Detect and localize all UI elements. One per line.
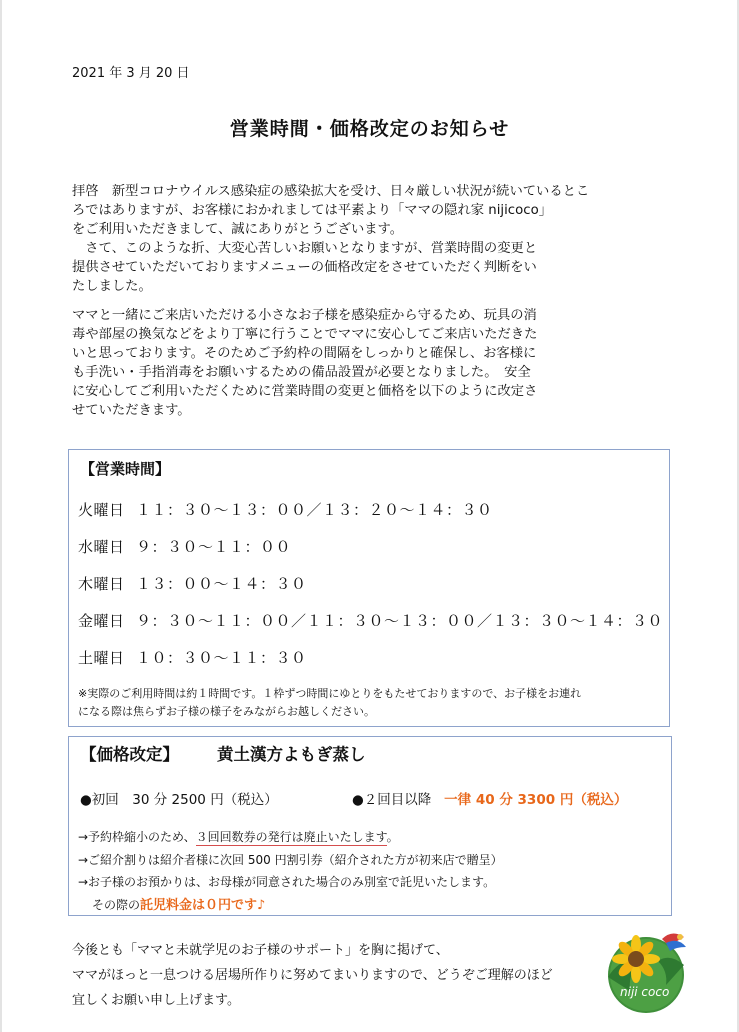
hours-note: ※実際のご利用時間は約１時間です。１枠ずつ時間にゆとりをもたせておりますので、お子様をお連れ xyxy=(78,687,582,700)
hours-day: 金曜日 xyxy=(78,612,125,630)
pricing-rule: →ご紹介割りは紹介者様に次回 500 円割引券（紹介された方が初来店で贈呈） xyxy=(78,853,503,867)
rule-text: 。 xyxy=(386,830,399,844)
hours-row xyxy=(78,499,493,520)
menu-name: 黄土漢方よもぎ蒸し xyxy=(217,745,366,764)
hours-row xyxy=(78,647,307,668)
hours-day: 土曜日 xyxy=(78,649,125,667)
text-line: たしました。 xyxy=(72,279,152,294)
text-line: に安心してご利用いただくために営業時間の変更と価格を以下のように改定さ xyxy=(72,384,538,399)
hours-time: ９：３０～１１：００／１１：３０～１３：００／１３：３０～１４：３０ xyxy=(136,612,664,630)
text-line: ママがほっと一息つける居場所作りに努めてまいりますので、どうぞご理解のほど xyxy=(72,968,553,983)
closing-paragraph xyxy=(72,938,553,1013)
hours-note: になる際は焦らずお子様の様子をみながらお越しください。 xyxy=(78,705,375,718)
hours-time: １１：３０～１３：００／１３：２０～１４：３０ xyxy=(136,501,493,519)
pricing-heading xyxy=(80,741,366,765)
document-date: 2021 年 3 月 20 日 xyxy=(72,66,190,81)
rule-emphasis: 託児料金は０円です♪ xyxy=(140,898,266,913)
hours-time: １３：００～１４：３０ xyxy=(136,575,307,593)
repeat-price: 一律 40 分 3300 円（税込） xyxy=(444,792,628,808)
greeting-paragraph xyxy=(72,182,589,296)
page-edge-left xyxy=(0,0,2,1032)
nijicoco-logo xyxy=(600,925,692,1017)
text-line: 今後とも「ママと未就学児のお子様のサポート」を胸に掲げて、 xyxy=(72,943,449,958)
text-line: 提供させていただいておりますメニューの価格改定をさせていただく判断をい xyxy=(72,260,537,275)
sunflower-icon xyxy=(600,925,692,1017)
rule-text: その際の xyxy=(92,898,141,912)
hours-day: 火曜日 xyxy=(78,501,125,519)
pricing-heading-label: 【価格改定】 xyxy=(80,745,179,764)
first-visit-price: ●初回 30 分 2500 円（税込） xyxy=(80,792,278,808)
logo-text: niji coco xyxy=(620,985,670,999)
text-line: ろではありますが、お客様におかれましては平素より「ママの隠れ家 nijicoco」 xyxy=(72,203,552,218)
text-line: せていただきます。 xyxy=(72,403,191,418)
hours-day: 木曜日 xyxy=(78,575,125,593)
rule-text: →予約枠縮小のため、 xyxy=(78,830,196,844)
text-line: さて、このような折、大変心苦しいお願いとなりますが、営業時間の変更と xyxy=(72,241,538,256)
hours-time: １０：３０～１１：３０ xyxy=(136,649,307,667)
hours-row xyxy=(78,573,307,594)
pricing-rule xyxy=(78,828,399,845)
hours-day: 水曜日 xyxy=(78,538,125,556)
pricing-rule xyxy=(92,894,265,913)
hours-time: ９：３０～１１：００ xyxy=(136,538,292,556)
text-line: ママと一緒にご来店いただける小さなお子様を感染症から守るため、玩具の消 xyxy=(72,308,537,323)
repeat-visit-price xyxy=(352,788,627,808)
repeat-label: ●２回目以降 xyxy=(352,792,432,808)
hours-row xyxy=(78,536,291,557)
hours-heading: 【営業時間】 xyxy=(80,460,171,478)
text-line: 拝啓 新型コロナウイルス感染症の感染拡大を受け、日々厳しい状況が続いているとこ xyxy=(72,184,590,199)
hours-row xyxy=(78,610,663,631)
reason-paragraph xyxy=(72,306,537,420)
text-line: も手洗い・手指消毒をお願いするための備品設置が必要となりました。 安全 xyxy=(72,365,531,380)
text-line: 毒や部屋の換気などをより丁寧に行うことでママに安心してご来店いただきた xyxy=(72,327,538,342)
document-title: 営業時間・価格改定のお知らせ xyxy=(229,118,510,140)
rule-emphasis: ３回回数券の発行は廃止いたします xyxy=(195,830,387,844)
text-line: 宜しくお願い申し上げます。 xyxy=(72,993,240,1008)
pricing-rule: →お子様のお預かりは、お母様が同意された場合のみ別室で託児いたします。 xyxy=(78,875,496,889)
text-line: をご利用いただきまして、誠にありがとうございます。 xyxy=(72,222,404,237)
text-line: いと思っております。そのためご予約枠の間隔をしっかりと確保し、お客様に xyxy=(72,346,537,361)
